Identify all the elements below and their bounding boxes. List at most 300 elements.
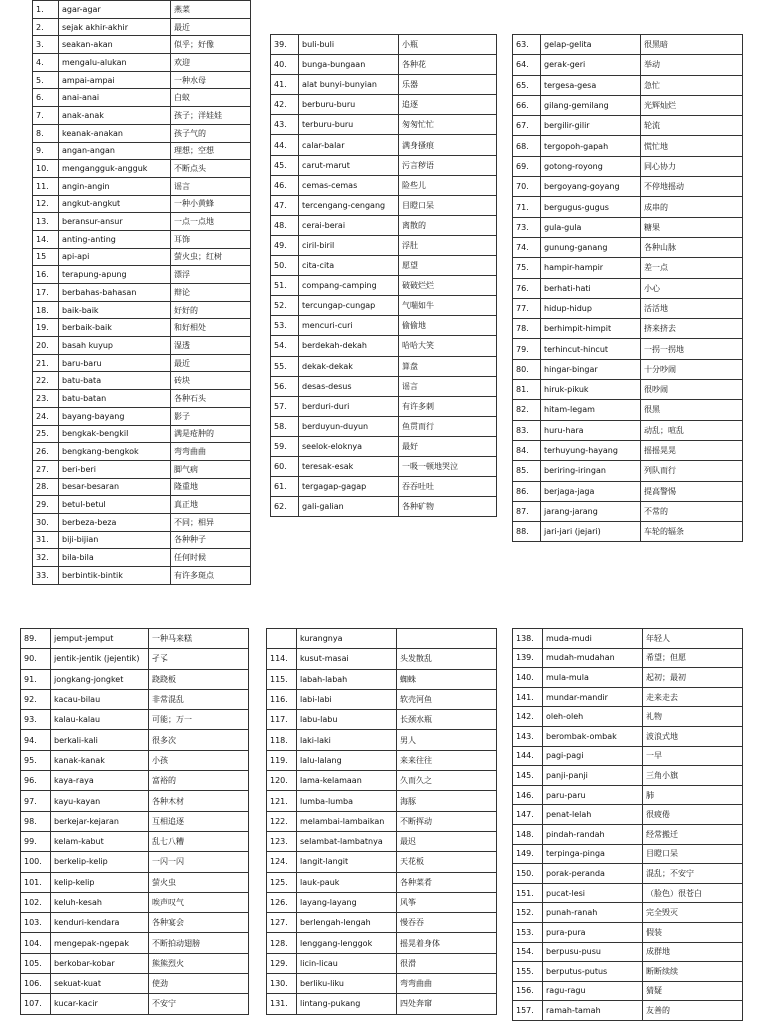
malay-word: kelip-kelip bbox=[51, 872, 149, 892]
table-row bbox=[271, 497, 497, 517]
table-row bbox=[271, 477, 497, 497]
entry-number: 150. bbox=[513, 864, 543, 884]
chinese-meaning: 风筝 bbox=[397, 892, 497, 912]
chinese-meaning: 一种小黄蜂 bbox=[171, 195, 251, 213]
chinese-meaning: 算盘 bbox=[399, 356, 497, 376]
chinese-meaning: 很疲倦 bbox=[643, 805, 743, 825]
chinese-meaning: 车轮的辐条 bbox=[641, 522, 743, 542]
malay-word: agar-agar bbox=[59, 1, 171, 19]
table-row bbox=[33, 319, 251, 337]
malay-word: basah kuyup bbox=[59, 337, 171, 355]
entry-number: 32. bbox=[33, 549, 59, 567]
malay-word: ragu-ragu bbox=[543, 981, 643, 1001]
malay-word: tercungap-cungap bbox=[299, 296, 399, 316]
entry-number: 147. bbox=[513, 805, 543, 825]
malay-word: laki-laki bbox=[297, 730, 397, 750]
chinese-meaning: 小心 bbox=[641, 278, 743, 298]
chinese-meaning: 各种宴会 bbox=[149, 913, 249, 933]
chinese-meaning: 最好 bbox=[399, 436, 497, 456]
malay-word: oleh-oleh bbox=[543, 707, 643, 727]
chinese-meaning: 乐器 bbox=[399, 75, 497, 95]
chinese-meaning: 同心协力 bbox=[641, 156, 743, 176]
malay-word: gelap-gelita bbox=[541, 35, 641, 55]
entry-number: 70. bbox=[513, 177, 541, 197]
entry-number: 47. bbox=[271, 195, 299, 215]
entry-number: 50. bbox=[271, 256, 299, 276]
chinese-meaning: 砖块 bbox=[171, 372, 251, 390]
entry-number: 24. bbox=[33, 407, 59, 425]
entry-number: 90. bbox=[21, 649, 51, 669]
entry-number: 40. bbox=[271, 55, 299, 75]
chinese-meaning: 污言秽语 bbox=[399, 155, 497, 175]
malay-word: labi-labi bbox=[297, 689, 397, 709]
malay-word: punah-ranah bbox=[543, 903, 643, 923]
chinese-meaning: 长颈水瓶 bbox=[397, 710, 497, 730]
entry-number: 12. bbox=[33, 195, 59, 213]
entry-number: 43. bbox=[271, 115, 299, 135]
table-row bbox=[21, 649, 249, 669]
table-row bbox=[271, 356, 497, 376]
entry-number bbox=[267, 629, 297, 649]
entry-number: 125. bbox=[267, 872, 297, 892]
table-row bbox=[21, 710, 249, 730]
chinese-meaning: 富裕的 bbox=[149, 771, 249, 791]
table-row bbox=[513, 380, 743, 400]
entry-number: 49. bbox=[271, 235, 299, 255]
table-row bbox=[271, 135, 497, 155]
table-row bbox=[267, 892, 497, 912]
table-row bbox=[271, 115, 497, 135]
table-row bbox=[513, 136, 743, 156]
entry-number: 13. bbox=[33, 213, 59, 231]
entry-number: 46. bbox=[271, 175, 299, 195]
entry-number: 114. bbox=[267, 649, 297, 669]
malay-word: berburu-buru bbox=[299, 95, 399, 115]
malay-word: mula-mula bbox=[543, 668, 643, 688]
table-row bbox=[267, 710, 497, 730]
malay-word: jongkang-jongket bbox=[51, 669, 149, 689]
chinese-meaning: 各种木材 bbox=[149, 791, 249, 811]
chinese-meaning: 跷跷板 bbox=[149, 669, 249, 689]
entry-number: 103. bbox=[21, 913, 51, 933]
malay-word: pura-pura bbox=[543, 922, 643, 942]
chinese-meaning: 任何时候 bbox=[171, 549, 251, 567]
chinese-meaning: 可能；万一 bbox=[149, 710, 249, 730]
entry-number: 42. bbox=[271, 95, 299, 115]
chinese-meaning: 肺 bbox=[643, 785, 743, 805]
table-row bbox=[513, 440, 743, 460]
malay-word: melambai-lambaikan bbox=[297, 811, 397, 831]
malay-word: mengalu-alukan bbox=[59, 54, 171, 72]
chinese-meaning: 举动 bbox=[641, 55, 743, 75]
table-row bbox=[33, 460, 251, 478]
table-row bbox=[513, 785, 743, 805]
chinese-meaning: 不断拍动翅膀 bbox=[149, 933, 249, 953]
table-row bbox=[33, 195, 251, 213]
table-row bbox=[513, 864, 743, 884]
chinese-meaning: 很黑暗 bbox=[641, 35, 743, 55]
table-row bbox=[267, 771, 497, 791]
malay-word: pagi-pagi bbox=[543, 746, 643, 766]
chinese-meaning: 似乎；好像 bbox=[171, 36, 251, 54]
chinese-meaning: 断断续续 bbox=[643, 962, 743, 982]
entry-number: 106. bbox=[21, 974, 51, 994]
chinese-meaning: 小瓶 bbox=[399, 35, 497, 55]
malay-word: compang-camping bbox=[299, 276, 399, 296]
entry-number: 101. bbox=[21, 872, 51, 892]
malay-word: baik-baik bbox=[59, 301, 171, 319]
chinese-meaning: 不安宁 bbox=[149, 994, 249, 1014]
table-row bbox=[21, 771, 249, 791]
table-row bbox=[513, 922, 743, 942]
entry-number: 128. bbox=[267, 933, 297, 953]
table-row bbox=[33, 425, 251, 443]
malay-word: mudah-mudahan bbox=[543, 648, 643, 668]
malay-word: berombak-ombak bbox=[543, 726, 643, 746]
chinese-meaning: 提高警惕 bbox=[641, 481, 743, 501]
chinese-meaning: 好好的 bbox=[171, 301, 251, 319]
malay-word: berdekah-dekah bbox=[299, 336, 399, 356]
chinese-meaning: 萤火虫 bbox=[149, 872, 249, 892]
entry-number: 94. bbox=[21, 730, 51, 750]
table-row bbox=[271, 215, 497, 235]
table-row bbox=[21, 791, 249, 811]
entry-number: 82. bbox=[513, 400, 541, 420]
malay-word: jari-jari (jejari) bbox=[541, 522, 641, 542]
table-row bbox=[21, 669, 249, 689]
table-row bbox=[513, 298, 743, 318]
entry-number: 146. bbox=[513, 785, 543, 805]
table-row bbox=[513, 481, 743, 501]
entry-number: 18. bbox=[33, 301, 59, 319]
entry-number: 30. bbox=[33, 513, 59, 531]
chinese-meaning: 列队而行 bbox=[641, 461, 743, 481]
malay-word: jarang-jarang bbox=[541, 501, 641, 521]
entry-number: 84. bbox=[513, 440, 541, 460]
table-row bbox=[21, 811, 249, 831]
table-row bbox=[33, 230, 251, 248]
chinese-meaning: 吞吞吐吐 bbox=[399, 477, 497, 497]
entry-number: 86. bbox=[513, 481, 541, 501]
chinese-meaning: 一种水母 bbox=[171, 71, 251, 89]
chinese-meaning: 匆匆忙忙 bbox=[399, 115, 497, 135]
table-row bbox=[267, 974, 497, 994]
entry-number: 143. bbox=[513, 726, 543, 746]
table-row bbox=[271, 416, 497, 436]
entry-number: 120. bbox=[267, 771, 297, 791]
entry-number: 98. bbox=[21, 811, 51, 831]
table-row bbox=[271, 276, 497, 296]
chinese-meaning: 熊熊烈火 bbox=[149, 953, 249, 973]
chinese-meaning: 离散的 bbox=[399, 215, 497, 235]
entry-number: 99. bbox=[21, 831, 51, 851]
entry-number: 71. bbox=[513, 197, 541, 217]
malay-word: ciril-biril bbox=[299, 235, 399, 255]
malay-word: alat bunyi-bunyian bbox=[299, 75, 399, 95]
malay-word: lalu-lalang bbox=[297, 750, 397, 770]
chinese-meaning: 哈哈大笑 bbox=[399, 336, 497, 356]
table-row bbox=[267, 872, 497, 892]
chinese-meaning: 慢吞吞 bbox=[397, 913, 497, 933]
entry-number: 153. bbox=[513, 922, 543, 942]
chinese-meaning: 气喘如牛 bbox=[399, 296, 497, 316]
malay-word: berkejar-kejaran bbox=[51, 811, 149, 831]
table-row bbox=[267, 953, 497, 973]
chinese-meaning: 光辉灿烂 bbox=[641, 95, 743, 115]
entry-number: 93. bbox=[21, 710, 51, 730]
chinese-meaning: 猜疑 bbox=[643, 981, 743, 1001]
malay-word: kelam-kabut bbox=[51, 831, 149, 851]
malay-word: terapung-apung bbox=[59, 266, 171, 284]
malay-word: muda-mudi bbox=[543, 629, 643, 649]
entry-number: 81. bbox=[513, 380, 541, 400]
table-row bbox=[513, 962, 743, 982]
entry-number: 116. bbox=[267, 689, 297, 709]
malay-word: berhimpit-himpit bbox=[541, 319, 641, 339]
malay-word: berduyun-duyun bbox=[299, 416, 399, 436]
chinese-meaning: 起初；最初 bbox=[643, 668, 743, 688]
malay-word: labu-labu bbox=[297, 710, 397, 730]
malay-word: pindah-randah bbox=[543, 824, 643, 844]
entry-number: 66. bbox=[513, 95, 541, 115]
malay-word: berputus-putus bbox=[543, 962, 643, 982]
table-row bbox=[33, 266, 251, 284]
entry-number: 53. bbox=[271, 316, 299, 336]
malay-word: baru-baru bbox=[59, 354, 171, 372]
chinese-meaning: 一种马来糕 bbox=[149, 629, 249, 649]
malay-word: berkobar-kobar bbox=[51, 953, 149, 973]
table-row bbox=[513, 400, 743, 420]
malay-word: berbeza-beza bbox=[59, 513, 171, 531]
table-row bbox=[271, 336, 497, 356]
malay-word: beri-beri bbox=[59, 460, 171, 478]
entry-number: 19. bbox=[33, 319, 59, 337]
chinese-meaning: 互相追逐 bbox=[149, 811, 249, 831]
malay-word: mengangguk-angguk bbox=[59, 160, 171, 178]
chinese-meaning: 和好相处 bbox=[171, 319, 251, 337]
chinese-meaning: 满是疮肿的 bbox=[171, 425, 251, 443]
chinese-meaning: 摇摇晃晃 bbox=[641, 440, 743, 460]
table-row bbox=[267, 649, 497, 669]
entry-number: 65. bbox=[513, 75, 541, 95]
chinese-meaning: 鱼贯而行 bbox=[399, 416, 497, 436]
entry-number: 44. bbox=[271, 135, 299, 155]
chinese-meaning: 弯弯曲曲 bbox=[171, 443, 251, 461]
malay-word: lauk-pauk bbox=[297, 872, 397, 892]
table-row bbox=[513, 687, 743, 707]
table-row bbox=[271, 235, 497, 255]
table-row bbox=[267, 750, 497, 770]
entry-number: 10. bbox=[33, 160, 59, 178]
chinese-meaning: 波浪式地 bbox=[643, 726, 743, 746]
table-row bbox=[513, 278, 743, 298]
table-row bbox=[33, 390, 251, 408]
chinese-meaning: 不同；相异 bbox=[171, 513, 251, 531]
malay-word: berkelip-kelip bbox=[51, 852, 149, 872]
chinese-meaning: 隆重地 bbox=[171, 478, 251, 496]
table-row bbox=[271, 456, 497, 476]
chinese-meaning: 一点一点地 bbox=[171, 213, 251, 231]
table-row bbox=[271, 256, 497, 276]
table-row bbox=[513, 805, 743, 825]
table-row bbox=[513, 883, 743, 903]
entry-number: 52. bbox=[271, 296, 299, 316]
malay-word: kurangnya bbox=[297, 629, 397, 649]
malay-word: labah-labah bbox=[297, 669, 397, 689]
entry-number: 104. bbox=[21, 933, 51, 953]
chinese-meaning: 成群地 bbox=[643, 942, 743, 962]
vocab-table-6 bbox=[512, 628, 743, 1021]
malay-word: betul-betul bbox=[59, 496, 171, 514]
vocab-table-5 bbox=[266, 628, 497, 1015]
chinese-meaning: 唉声叹气 bbox=[149, 892, 249, 912]
entry-number: 95. bbox=[21, 750, 51, 770]
table-row bbox=[21, 831, 249, 851]
chinese-meaning: 挤来挤去 bbox=[641, 319, 743, 339]
table-row bbox=[513, 844, 743, 864]
table-row bbox=[33, 301, 251, 319]
entry-number: 25. bbox=[33, 425, 59, 443]
table-row bbox=[267, 913, 497, 933]
malay-word: keluh-kesah bbox=[51, 892, 149, 912]
entry-number: 76. bbox=[513, 278, 541, 298]
malay-word: licin-licau bbox=[297, 953, 397, 973]
table-row bbox=[33, 496, 251, 514]
table-row bbox=[33, 549, 251, 567]
table-row bbox=[33, 443, 251, 461]
table-row bbox=[33, 372, 251, 390]
chinese-meaning: 萤火虫；红树 bbox=[171, 248, 251, 266]
vocab-table-4 bbox=[20, 628, 249, 1015]
chinese-meaning: 有许多刺 bbox=[399, 396, 497, 416]
table-row bbox=[21, 913, 249, 933]
entry-number: 151. bbox=[513, 883, 543, 903]
malay-word: calar-balar bbox=[299, 135, 399, 155]
entry-number: 130. bbox=[267, 974, 297, 994]
table-row bbox=[33, 213, 251, 231]
table-row bbox=[33, 407, 251, 425]
table-row bbox=[33, 124, 251, 142]
malay-word: gerak-geri bbox=[541, 55, 641, 75]
entry-number: 155. bbox=[513, 962, 543, 982]
entry-number: 9. bbox=[33, 142, 59, 160]
chinese-meaning: 有许多斑点 bbox=[171, 567, 251, 585]
table-row bbox=[513, 359, 743, 379]
malay-word: bengkak-bengkil bbox=[59, 425, 171, 443]
chinese-meaning: 追逐 bbox=[399, 95, 497, 115]
chinese-meaning: 孑孓 bbox=[149, 649, 249, 669]
chinese-meaning: 浮肚 bbox=[399, 235, 497, 255]
table-row bbox=[267, 811, 497, 831]
malay-word: bergilir-gilir bbox=[541, 116, 641, 136]
table-row bbox=[513, 197, 743, 217]
entry-number: 45. bbox=[271, 155, 299, 175]
entry-number: 29. bbox=[33, 496, 59, 514]
table-row bbox=[513, 35, 743, 55]
malay-word: tercengang-cengang bbox=[299, 195, 399, 215]
chinese-meaning: 软壳河鱼 bbox=[397, 689, 497, 709]
entry-number: 140. bbox=[513, 668, 543, 688]
entry-number: 118. bbox=[267, 730, 297, 750]
malay-word: bergoyang-goyang bbox=[541, 177, 641, 197]
malay-word: panji-panji bbox=[543, 766, 643, 786]
entry-number: 89. bbox=[21, 629, 51, 649]
chinese-meaning: 年轻人 bbox=[643, 629, 743, 649]
entry-number: 102. bbox=[21, 892, 51, 912]
entry-number: 152. bbox=[513, 903, 543, 923]
entry-number: 16. bbox=[33, 266, 59, 284]
table-row bbox=[21, 892, 249, 912]
chinese-meaning: 乱七八糟 bbox=[149, 831, 249, 851]
table-row bbox=[33, 142, 251, 160]
table-row bbox=[33, 531, 251, 549]
entry-number: 149. bbox=[513, 844, 543, 864]
malay-word: biji-bijian bbox=[59, 531, 171, 549]
malay-word: besar-besaran bbox=[59, 478, 171, 496]
entry-number: 75. bbox=[513, 258, 541, 278]
entry-number: 21. bbox=[33, 354, 59, 372]
table-row bbox=[33, 160, 251, 178]
chinese-meaning: 愿望 bbox=[399, 256, 497, 276]
table-row bbox=[513, 116, 743, 136]
malay-word: berkali-kali bbox=[51, 730, 149, 750]
entry-number: 141. bbox=[513, 687, 543, 707]
malay-word: jemput-jemput bbox=[51, 629, 149, 649]
entry-number: 22. bbox=[33, 372, 59, 390]
entry-number: 56. bbox=[271, 376, 299, 396]
malay-word: api-api bbox=[59, 248, 171, 266]
table-row bbox=[267, 689, 497, 709]
table-row bbox=[271, 175, 497, 195]
table-row bbox=[271, 75, 497, 95]
table-row bbox=[513, 237, 743, 257]
malay-word: bunga-bungaan bbox=[299, 55, 399, 75]
chinese-meaning: 欢迎 bbox=[171, 54, 251, 72]
malay-word: lintang-pukang bbox=[297, 994, 397, 1014]
chinese-meaning: 成串的 bbox=[641, 197, 743, 217]
entry-number: 96. bbox=[21, 771, 51, 791]
malay-word: angan-angan bbox=[59, 142, 171, 160]
chinese-meaning: 友善的 bbox=[643, 1001, 743, 1021]
table-row bbox=[21, 872, 249, 892]
table-row bbox=[513, 217, 743, 237]
chinese-meaning: 孩子气的 bbox=[171, 124, 251, 142]
malay-word: beriring-iringan bbox=[541, 461, 641, 481]
malay-word: tergesa-gesa bbox=[541, 75, 641, 95]
malay-word: angkut-angkut bbox=[59, 195, 171, 213]
entry-number: 11. bbox=[33, 177, 59, 195]
entry-number: 154. bbox=[513, 942, 543, 962]
table-row bbox=[271, 195, 497, 215]
malay-word: berlengah-lengah bbox=[297, 913, 397, 933]
table-row bbox=[33, 567, 251, 585]
entry-number: 1. bbox=[33, 1, 59, 19]
table-row bbox=[33, 89, 251, 107]
malay-word: lama-kelamaan bbox=[297, 771, 397, 791]
entry-number: 61. bbox=[271, 477, 299, 497]
entry-number: 69. bbox=[513, 156, 541, 176]
malay-word: kanak-kanak bbox=[51, 750, 149, 770]
table-row bbox=[33, 18, 251, 36]
chinese-meaning: 弯弯曲曲 bbox=[397, 974, 497, 994]
entry-number: 123. bbox=[267, 831, 297, 851]
malay-word: mencuri-curi bbox=[299, 316, 399, 336]
chinese-meaning: 各种种子 bbox=[171, 531, 251, 549]
malay-word: batu-bata bbox=[59, 372, 171, 390]
chinese-meaning: 走来走去 bbox=[643, 687, 743, 707]
entry-number: 64. bbox=[513, 55, 541, 75]
chinese-meaning: 天花板 bbox=[397, 852, 497, 872]
